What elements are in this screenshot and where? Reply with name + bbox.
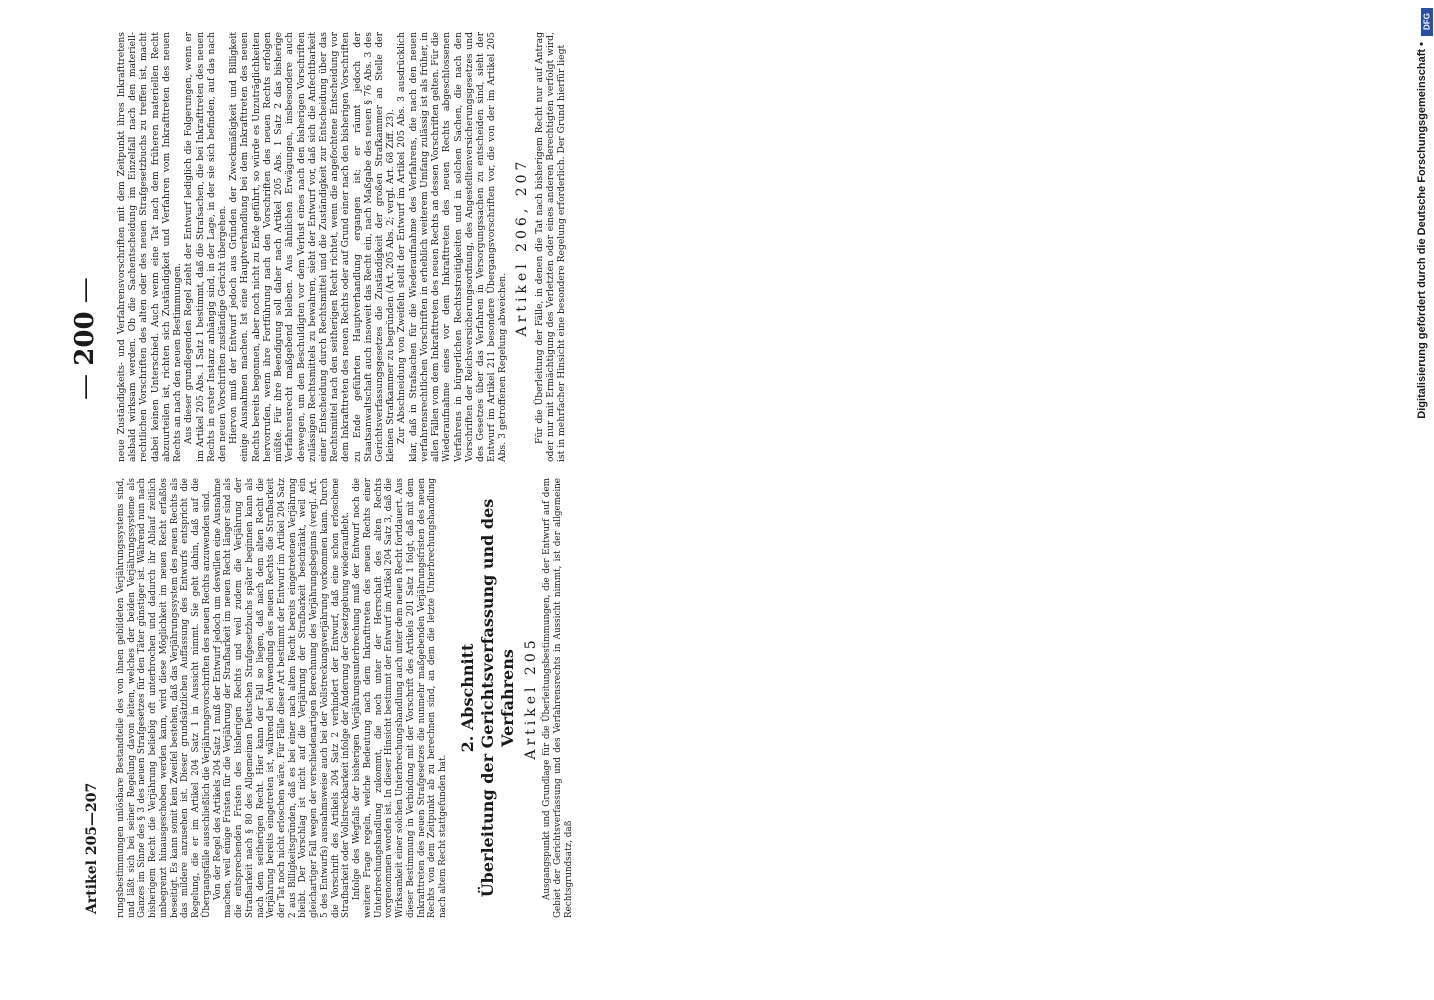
page-number: — 200 —	[70, 277, 100, 400]
digitization-sidebar	[1405, 8, 1431, 992]
article-heading: Artikel 206, 207	[513, 157, 530, 337]
section-title: Überleitung der Gerichtsverfassung und des Verfahrens	[477, 498, 517, 898]
running-title: Artikel 205—207	[84, 782, 100, 914]
article-heading: Artikel 205	[522, 636, 539, 760]
paragraph: neue Zuständigkeits- und Verfahrensvorschriften mit dem Zeitpunkt ihres Inkrafttretens alsbald wirksam werden. Ob die Sachentscheidung im Einzelfall nach den materiell-rechtlichen Vorschriften des alten oder des neuen Strafgesetzbuchs zu treffen ist, macht dabei keinen Unterschied. Auch wenn eine Tat nach dem früheren materiellen Recht abzuurteilen ist, richten sich Zuständigkeit und Verfahren vom Inkrafttreten des neuen Rechts an nach den neuen Bestimmungen.	[116, 32, 184, 462]
paragraph: rungsbestimmungen unlösbare Bestandteile des von ihnen gebildeten Verjährungssystems sind, und läßt sich bei seiner Regelung davon leiten, welches der beiden Verjährungssysteme als Ganzes im Sinne des § 3 des neuen Strafgesetzes für den Täter günstiger ist. Während nun nach bisherigem Recht die Verjährung beliebig oft unterbrochen und dadurch ihr Ablauf zeitlich unbegrenzt hinausgeschoben werden kann, wird diese Möglichkeit im neuen Recht erfaßlos beseitigt. Es kann somit kein Zweifel bestehen, daß das Verjährungssystem des neuen Rechts als das mildere anzusehen ist. Dieser grundsätzlichen Auffassung des Entwurfs entspricht die Regelung, die er im Artikel 204 Satz 1 in Aussicht nimmt. Sie geht dahin, daß auf die Übergangsfälle ausschließlich die Verjährungsvorschriften des neuen Rechts anzuwenden sind.	[116, 478, 212, 918]
paragraph: Infolge des Wegfalls der bisherigen Verjährungsunterbrechung muß der Entwurf noch die weitere Frage regeln, welche Bedeutung nach dem Inkrafttreten des neuen Rechts einer Unterbrechungshandlung zukommt, die noch unter der Herrschaft des alten Rechts vorgenommen worden ist. In dieser Hinsicht bestimmt der Entwurf im Artikel 204 Satz 3, daß die Wirksamkeit einer solchen Unterbrechungshandlung auch unter dem neuen Recht fortdauert. Aus dieser Bestimmung in Verbindung mit der Vorschrift des Artikels 201 Satz 1 folgt, daß mit dem Inkrafttreten des neuen Strafgesetzes die nunmehr maßgebenden Verjährungsfristen des neuen Rechts von dem Zeitpunkt ab zu berechnen sind, an dem die letzte Unterbrechungshandlung nach altem Recht stattgefunden hat.	[352, 478, 449, 918]
right-column	[116, 32, 586, 462]
digitization-note: Digitalisierung gefördert durch die Deutsche Forschungsgemeinschaft •	[1416, 42, 1428, 419]
page-header	[70, 50, 110, 930]
paragraph: Zur Abschneidung von Zweifeln stellt der Entwurf im Artikel 205 Abs. 3 ausdrücklich klar, daß in Strafsachen für die Wiederaufnahme des Verfahrens, die nach den neuen verfahrensrechtlichen Vorschriften in erheblich weiterem Umfang zulässig ist als früher, in allen Fällen vom dem Inkrafttreten des neuen Rechts an dessen Vorschriften gelten. Für die Wiederaufnahme eines vor dem Inkrafttreten des neuen Rechts abgeschlossenen Verfahrens in bürgerlichen Rechtsstreitigkeiten und in solchen Sachen, die nach den Vorschriften der Reichsversicherungsordnung, des Angestelltenversicherungsgesetzes und des Gesetzes über das Verfahren in Versorgungssachen zu entscheiden sind, sieht der Entwurf im Artikel 211 besondere Übergangsvorschriften vor, die von der im Artikel 205 Abs. 3 getroffenen Regelung abweichen.	[396, 32, 509, 462]
paragraph: Aus dieser grundlegenden Regel zieht der Entwurf lediglich die Folgerungen, wenn er im Artikel 205 Abs. 1 Satz 1 bestimmt, daß die Strafsachen, die bei Inkrafttreten des neuen Rechts in erster Instanz anhängig sind, in der Lage, in der sie sich befinden, auf das nach den neuen Vorschriften zuständige Gericht übergehen.	[183, 32, 228, 462]
dfg-logo-text: DFG	[1422, 13, 1432, 30]
paragraph: Für die Überleitung der Fälle, in denen die Tat nach bisherigem Recht nur auf Antrag oder nur mit Ermächtigung des Verletzten oder eines anderen Berechtigten verfolgt wird, ist in mehrfacher Hinsicht eine besondere Regelung erforderlich. Der Grund hierfür liegt	[533, 32, 568, 462]
left-column	[116, 478, 586, 918]
paragraph: Ausgangspunkt und Grundlage für die Überleitungsbestimmungen, die der Entwurf auf dem Gebiet der Gerichtsverfassung und des Verfahrensrechts in Aussicht nimmt, ist der allgemeine Rechtsgrundsatz, daß	[542, 478, 574, 918]
section-heading: 2. Abschnitt	[457, 643, 477, 753]
paragraph: Hiervon muß der Entwurf jedoch aus Gründen der Zweckmäßigkeit und Billigkeit einige Ausnahmen machen. Ist eine Hauptverhandlung bei dem Inkrafttreten des neuen Rechts bereits begonnen, aber noch nicht zu Ende geführt, so würde es Unzuträglichkeiten hervorrufen, wenn ihre Fortführung nach den Vorschriften des neuen Rechts erfolgen müßte. Für ihre Beendigung soll daher nach Artikel 205 Abs. 1 Satz 2 das bisherige Verfahrensrecht maßgebend bleiben. Aus ähnlichen Erwägungen, insbesondere auch deswegen, um den Beschuldigten vor dem Verlust eines nach den bisherigen Vorschriften zulässigen Rechtsmittels zu bewahren, sieht der Entwurf vor, daß sich die Anfechtbarkeit einer Entscheidung durch Rechtsmittel und die Zuständigkeit zur Entscheidung über das Rechtsmittel nach den seitherigen Recht richtet, wenn die angefochtene Entscheidung vor dem Inkrafttreten des neuen Rechts oder auf Grund einer nach den bisherigen Vorschriften zu Ende geführten Hauptverhandlung ergangen ist; er räumt jedoch der Staatsanwaltschaft auch insoweit das Recht ein, nach Maßgabe des neuen § 76 Abs. 3 des Gerichtsverfassungsgesetzes die Zuständigkeit der großen Strafkammer an Stelle der kleinen Strafkammer zu begründen (Art. 205 Abs. 2; vergl. Art. 68 Ziff. 23).	[228, 32, 397, 462]
dfg-logo	[1421, 8, 1433, 36]
paragraph: Von der Regel des Artikels 204 Satz 1 muß der Entwurf jedoch um deswillen eine Ausnahme machen, weil einige Fristen für die Verjährung der Strafbarkeit im neuen Recht länger sind als die entsprechenden Fristen des bisherigen Rechts und weil zudem die Verjährung der Strafbarkeit nach § 80 des Allgemeinen Deutschen Strafgesetzbuchs später beginnen kann als nach dem seitherigen Recht. Hier kann der Fall so liegen, daß nach dem alten Recht die Verjährung bereits eingetreten ist, während bei Anwendung des neuen Rechts die Strafbarkeit der Tat noch nicht erloschen wäre. Für Fälle dieser Art bestimmt der Entwurf im Artikel 204 Satz 2 aus Billigkeitsgründen, daß es bei einer nach altem Recht bereits eingetretenen Verjährung bleibt. Der Vorschlag ist nicht auf die Verjährung der Strafbarkeit beschränkt, weil ein gleichartiger Fall wegen der verschiedenartigen Berechnung des Verjährungsbeginns (vergl. Art. 5 des Entwurfs) ausnahmsweise auch bei der Vollstreckungsverjährung vorkommen kann. Durch die Vorschrift des Artikels 204 Satz 2 verhindert der Entwurf, daß eine schon erloschene Strafbarkeit oder Vollstreckbarkeit infolge der Änderung der Gesetzgebung wiederauflebt.	[212, 478, 352, 918]
